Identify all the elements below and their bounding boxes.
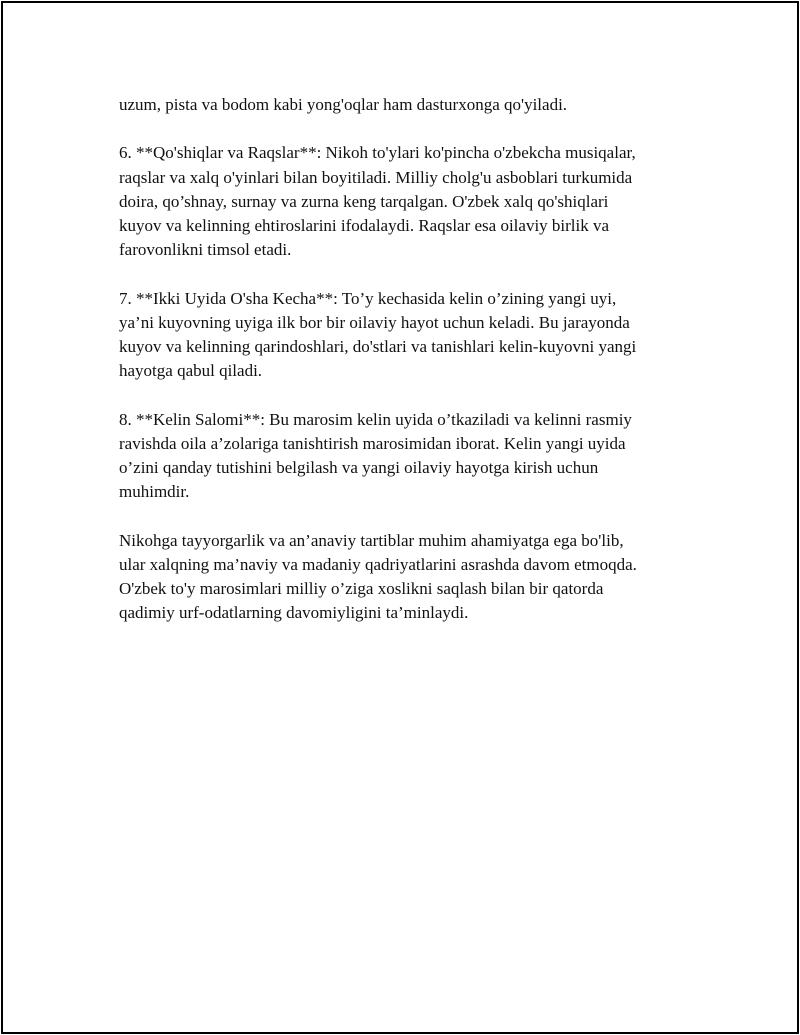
paragraph-conclusion: Nikohga tayyorgarlik va an’anaviy tartiblar muhim ahamiyatga ega bo'lib, ular xalqning ma’naviy va madaniy qadriyatlarini asrashda davom etmoqda. O'zbek to'y marosimlari milliy o’ziga xoslikni saqlash bilan bir qatorda qadimiy urf-odatlarning davomiyligini ta’minlaydi.: [119, 530, 637, 623]
paragraph-wedding-night: 7. **Ikki Uyida O'sha Kecha**: To’y kechasida kelin o’zining yangi uyi, ya’ni kuyovning uyiga ilk bor bir oilaviy hayot uchun keladi. Bu jarayonda kuyov va kelinning qarindoshlari, do'stlari va tanishlari kelin-kuyovni yangi hayotga qabul qiladi.: [119, 288, 637, 381]
document-body: [119, 93, 689, 650]
paragraph-kelin-salomi: 8. **Kelin Salomi**: Bu marosim kelin uyida o’tkaziladi va kelinni rasmiy ravishda oila a’zolariga tanishtirish marosimidan iborat. Kelin yangi uyida o’zini qanday tutishini belgilash va yangi oilaviy hayotga kirish uchun muhimdir.: [119, 409, 632, 502]
document-page: [1, 1, 799, 1034]
paragraph-intro-continuation: uzum, pista va bodom kabi yong'oqlar ham dasturxonga qo'yiladi.: [119, 95, 568, 114]
paragraph-songs-and-dances: 6. **Qo'shiqlar va Raqslar**: Nikoh to'ylari ko'pincha o'zbekcha musiqalar, raqslar va xalq o'yinlari bilan boyitiladi. Milliy cholg'u asboblari turkumida doira, qo’shnay, surnay va zurna keng tarqalgan. O'zbek xalq qo'shiqlari kuyov va kelinning ehtiroslarini ifodalaydi. Raqslar esa oilaviy birlik va farovonlikni timsol etadi.: [119, 143, 636, 260]
